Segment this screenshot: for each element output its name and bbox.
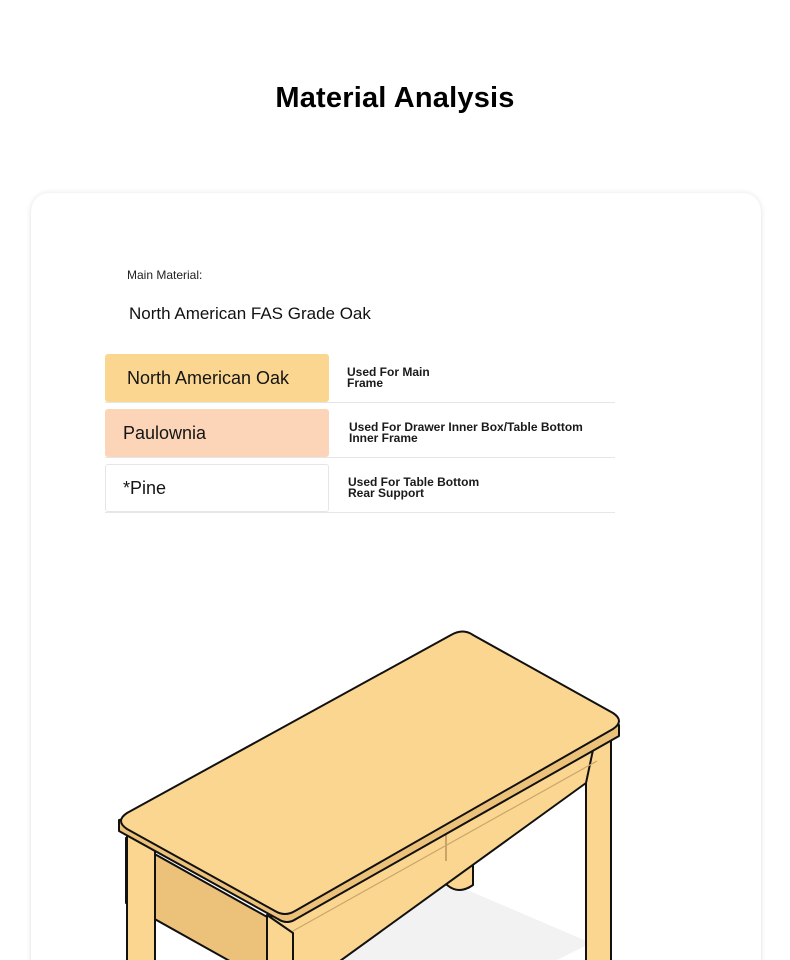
- main-material-label: Main Material:: [127, 268, 203, 282]
- material-row-pine: [105, 464, 615, 513]
- material-table: [105, 354, 615, 519]
- page-title: Material Analysis: [275, 82, 515, 114]
- material-use-paulownia: Used For Drawer Inner Box/Table Bottom Inner Frame: [349, 420, 583, 445]
- material-name-oak: North American Oak: [105, 354, 329, 402]
- material-card: [31, 193, 761, 960]
- main-material-value: North American FAS Grade Oak: [129, 304, 371, 323]
- material-use-pine: Used For Table Bottom Rear Support: [348, 475, 480, 500]
- material-name-pine: *Pine: [105, 464, 329, 512]
- material-name-paulownia: Paulownia: [105, 409, 329, 457]
- desk-leg-front-left: [127, 833, 155, 960]
- material-row-oak: [105, 354, 615, 403]
- material-use-oak: Used For Main Frame: [347, 365, 430, 390]
- writing-desk-illustration: [31, 613, 761, 960]
- material-row-paulownia: [105, 409, 615, 458]
